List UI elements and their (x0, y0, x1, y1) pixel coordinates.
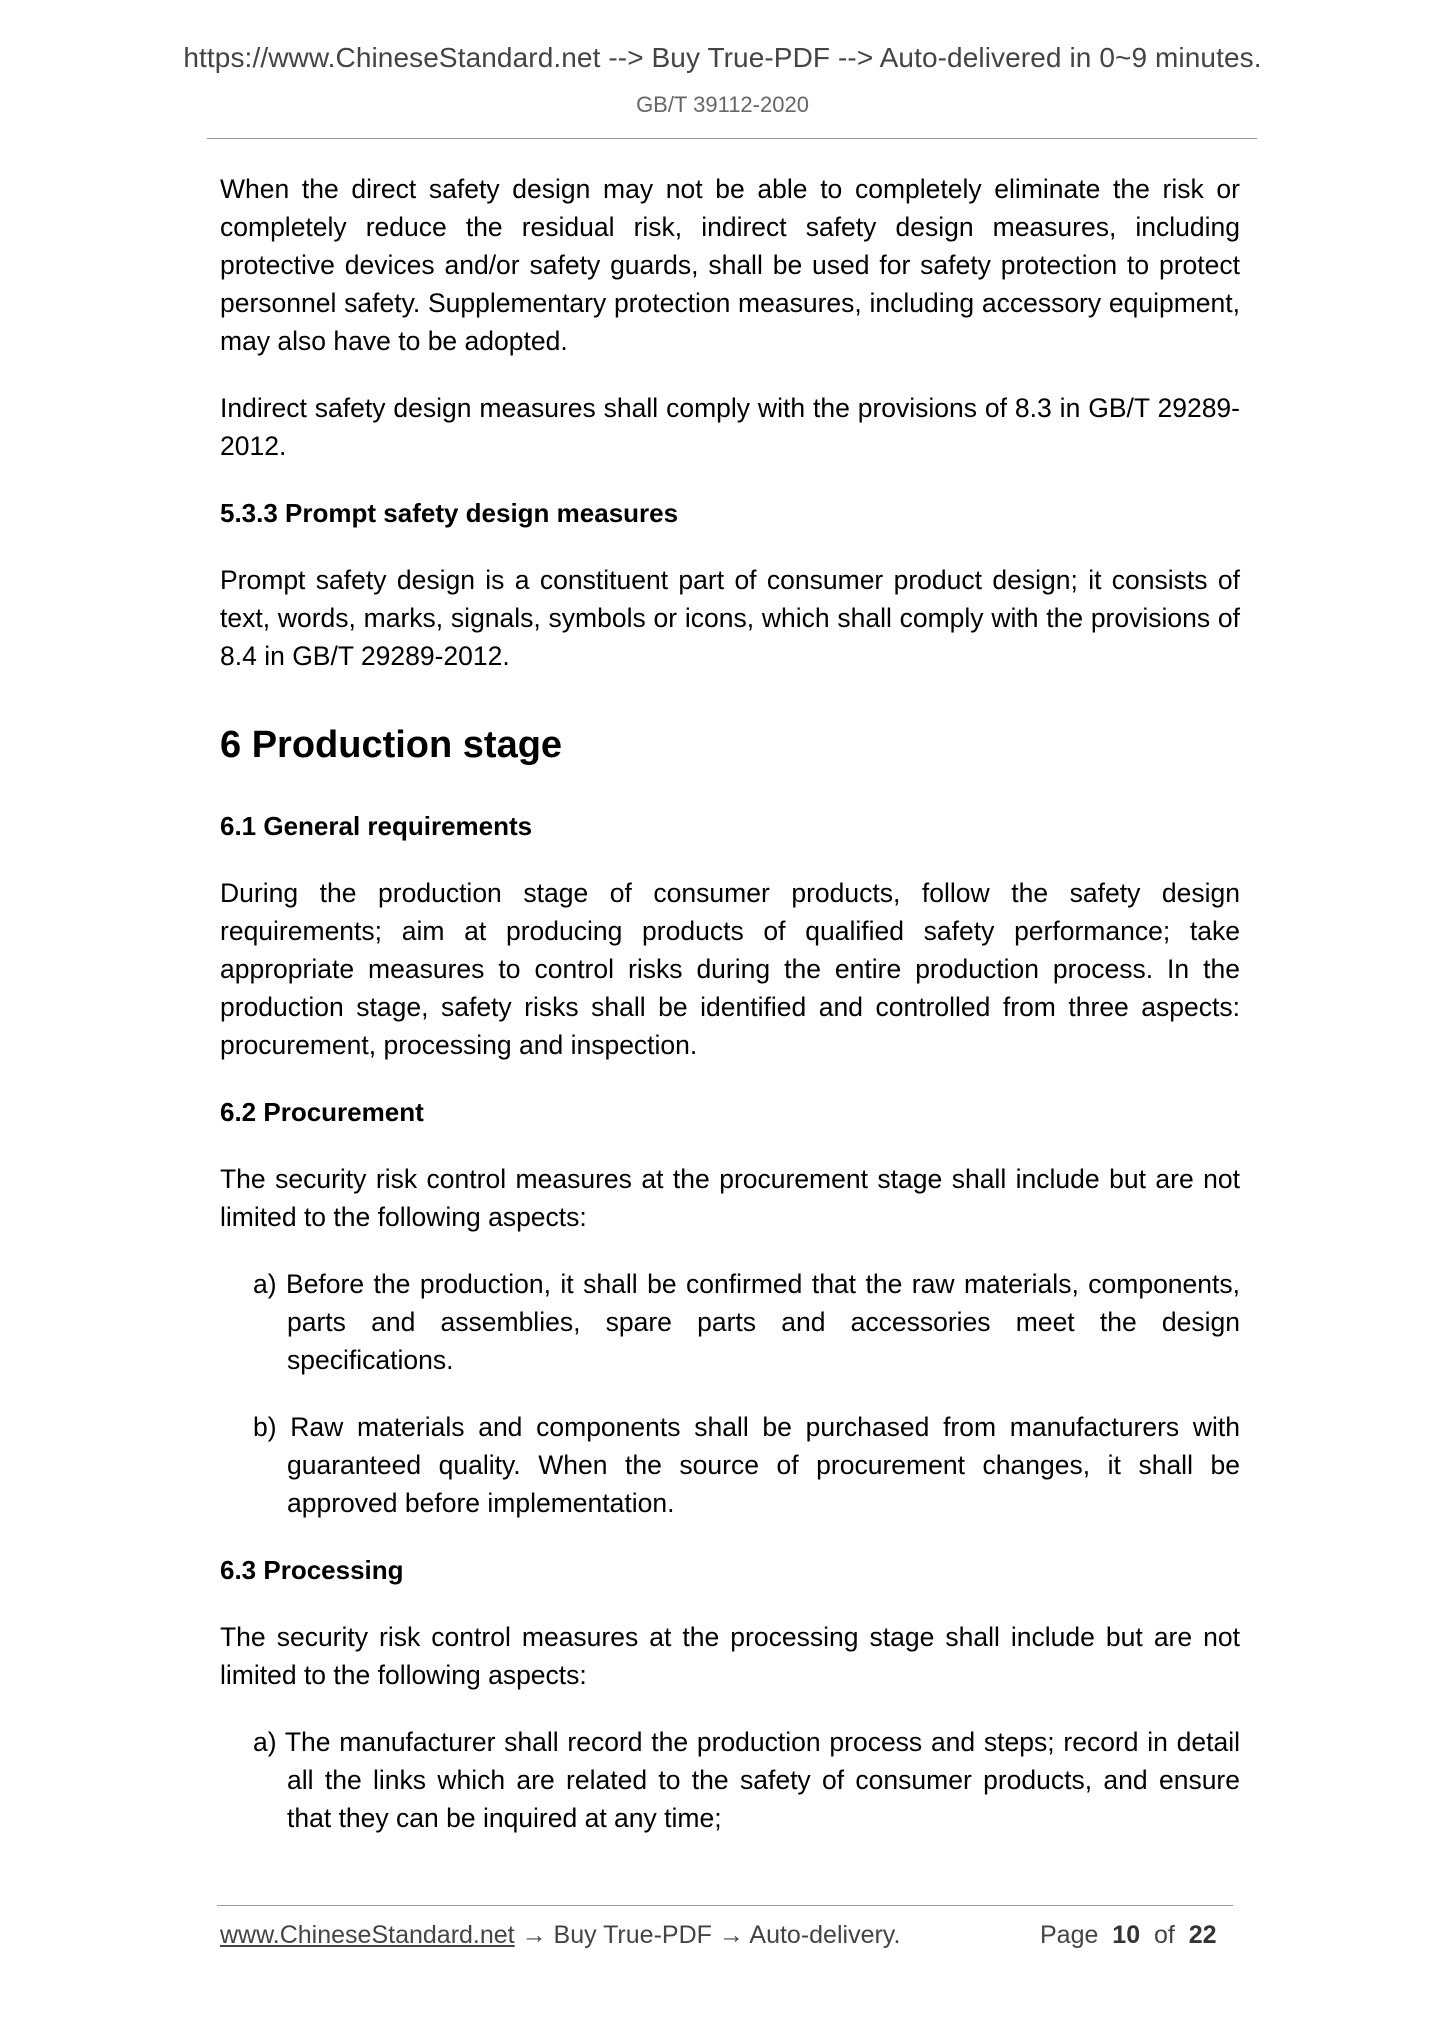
page-current: 10 (1112, 1921, 1141, 1949)
page-total: 22 (1188, 1921, 1217, 1949)
paragraph-processing-intro: The security risk control measures at the processing stage shall include but are not limited to the following aspects: (220, 1622, 1240, 1690)
heading-6-1: 6.1 General requirements (220, 811, 533, 841)
header-divider (207, 138, 1257, 139)
heading-6-3: 6.3 Processing (220, 1555, 404, 1585)
footer-divider (217, 1905, 1233, 1906)
page-label: Page (1040, 1921, 1099, 1949)
heading-5-3-3: 5.3.3 Prompt safety design measures (220, 498, 679, 528)
document-body (220, 170, 1240, 1866)
list-item: a) The manufacturer shall record the production process and steps; record in detail all the links which are related to the safety of consumer products, and ensure that they can be inquired at any time; (253, 1727, 1240, 1833)
paragraph-indirect-compliance: Indirect safety design measures shall comply with the provisions of 8.3 in GB/T 29289-2012. (220, 393, 1240, 461)
heading-6-2: 6.2 Procurement (220, 1097, 424, 1127)
list-item: b) Raw materials and components shall be purchased from manufacturers with guaranteed quality. When the source of procurement changes, it shall be approved before implementation. (253, 1412, 1240, 1518)
of-label: of (1154, 1921, 1175, 1949)
footer-left (220, 1921, 900, 1950)
footer-site-link[interactable]: www.ChineseStandard.net (220, 1921, 515, 1949)
heading-section-6: 6 Production stage (220, 724, 563, 766)
header-banner: https://www.ChineseStandard.net --> Buy True-PDF --> Auto-delivered in 0~9 minutes. (183, 42, 1262, 73)
standard-code: GB/T 39112-2020 (636, 92, 809, 117)
paragraph-indirect-safety: When the direct safety design may not be able to completely eliminate the risk or completely reduce the residual risk, indirect safety design measures, including protective devices and/or safety guards, shall be used for safety protection to protect personnel safety. Supplementary protection measures, including accessory equipment, may also have to be adopted. (220, 174, 1240, 356)
page-indicator (1040, 1921, 1217, 1950)
paragraph-production-stage: During the production stage of consumer products, follow the safety design requirements; aim at producing products of qualified safety performance; take appropriate measures to control risks during the entire production process. In the production stage, safety risks shall be identified and controlled from three aspects: procurement, processing and inspection. (220, 878, 1240, 1060)
paragraph-prompt-safety: Prompt safety design is a constituent part of consumer product design; it consists of text, words, marks, signals, symbols or icons, which shall comply with the provisions of 8.4 in GB/T 29289-2012. (220, 565, 1240, 671)
paragraph-procurement-intro: The security risk control measures at the procurement stage shall include but are not limited to the following aspects: (220, 1164, 1240, 1232)
list-item: a) Before the production, it shall be confirmed that the raw materials, components, parts and assemblies, spare parts and accessories meet the design specifications. (253, 1269, 1240, 1375)
footer-tagline: → Buy True-PDF → Auto-delivery. (514, 1921, 901, 1949)
